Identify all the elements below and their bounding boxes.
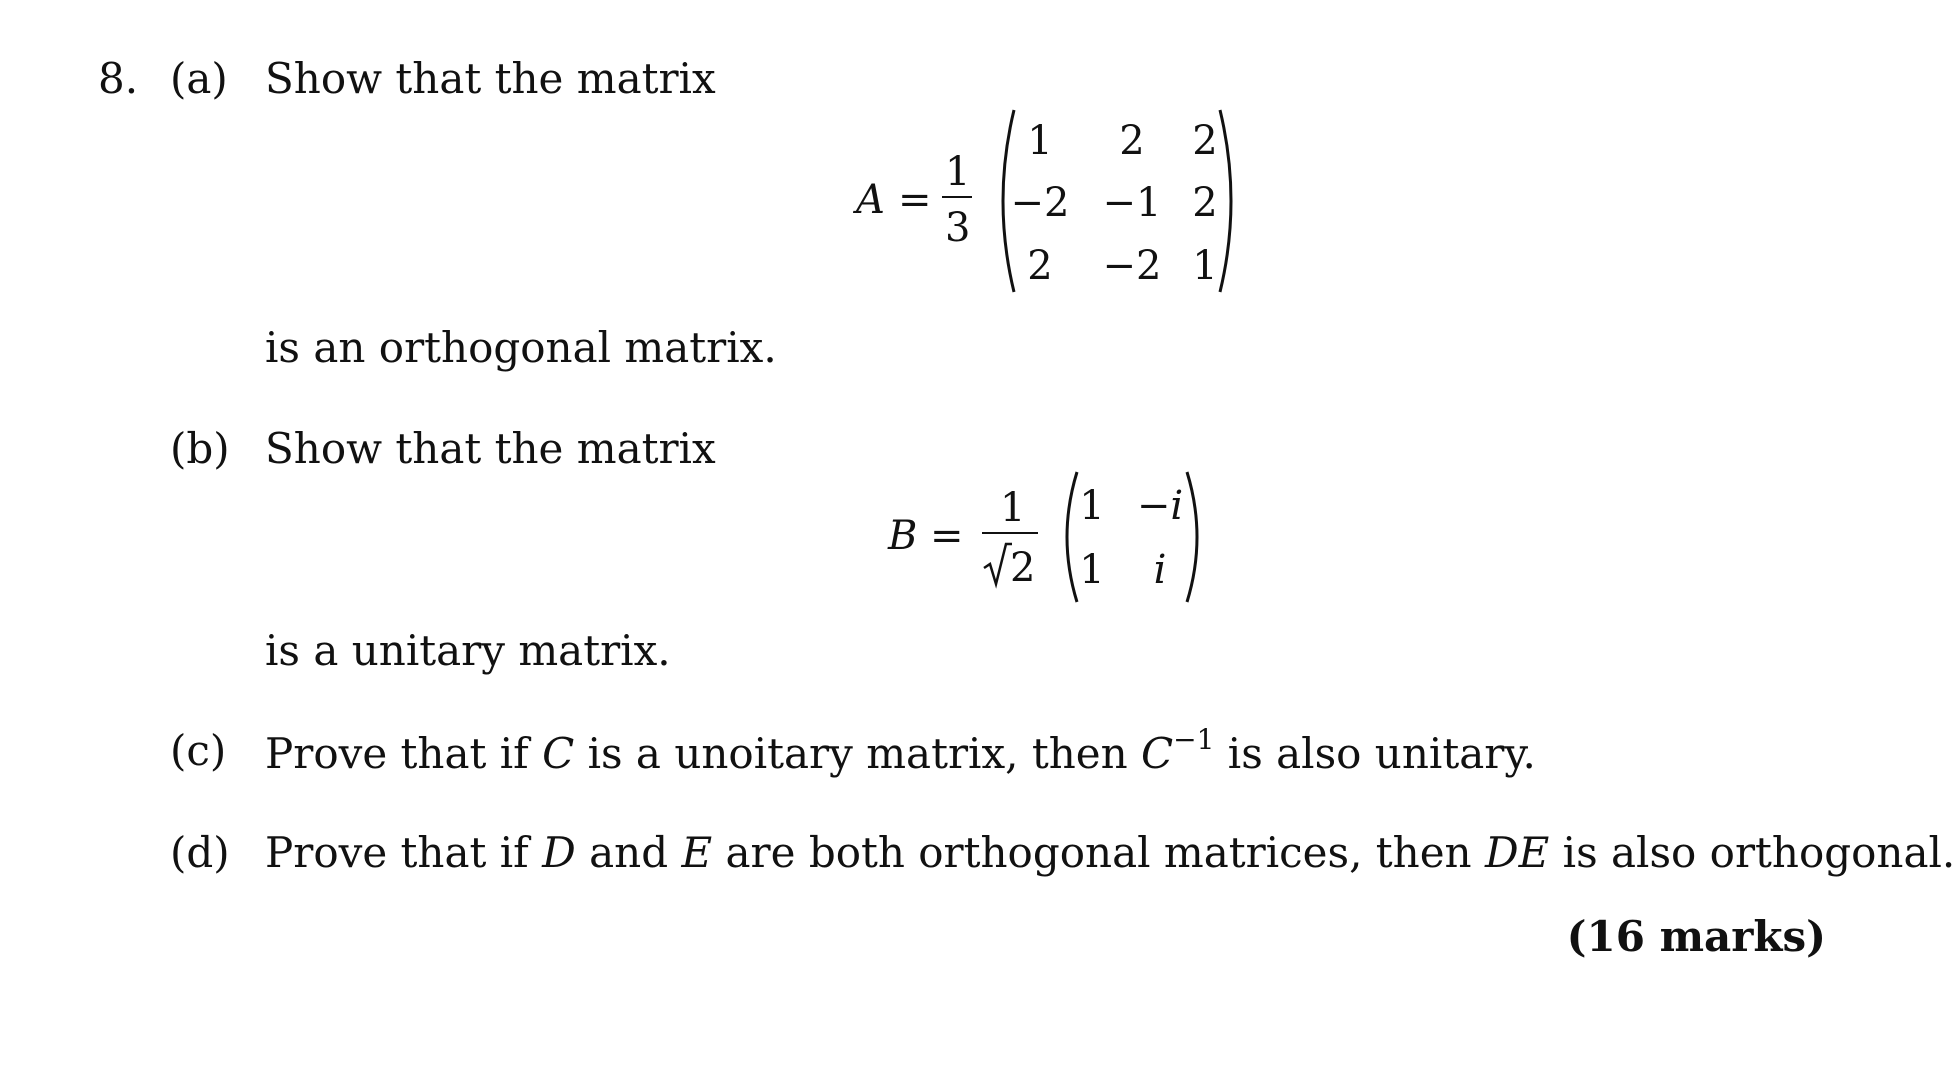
matrix-a-cell-0-1: 2 [1119, 118, 1145, 164]
matrix-a-cell-1-2: 2 [1192, 180, 1218, 226]
marks-total: (16 marks) [1566, 912, 1826, 961]
matrix-b-cell-0-1: −i [1136, 483, 1184, 529]
part-b-outro: is a unitary matrix. [265, 626, 671, 675]
part-c-t1: Prove that if [265, 729, 543, 778]
question-number: 8. [98, 54, 139, 103]
matrix-a-symbol: A [856, 177, 885, 223]
matrix-a-frac-bar [942, 196, 972, 198]
part-b-intro: Show that the matrix [265, 424, 716, 473]
part-d-label: (d) [170, 828, 230, 877]
matrix-b-cell-0-0: 1 [1079, 483, 1105, 529]
part-a-label: (a) [170, 54, 228, 103]
matrix-b-frac-num: 1 [1000, 485, 1026, 531]
part-d-t3: are both orthogonal matrices, then [712, 828, 1485, 877]
matrix-a-cell-2-1: −2 [1102, 243, 1162, 289]
matrix-a-equals: = [898, 177, 932, 223]
part-c-var-c: C [542, 729, 575, 778]
matrix-a-cell-0-0: 1 [1027, 118, 1053, 164]
matrix-a-frac-num: 1 [945, 149, 971, 195]
part-d-t4: is also orthogonal. [1549, 828, 1955, 877]
part-d-var-d: D [542, 828, 576, 877]
part-d-var-de: DE [1484, 828, 1550, 877]
matrix-b-cell-1-1: i [1153, 547, 1167, 593]
part-c-t3: is also unitary. [1214, 729, 1536, 778]
matrix-a-cell-1-0: −2 [1010, 180, 1070, 226]
part-c-superscript: −1 [1173, 723, 1215, 756]
matrix-b-symbol: B [888, 513, 918, 559]
matrix-b-frac-den: 2 [1010, 545, 1036, 591]
matrix-a-cell-2-2: 1 [1192, 243, 1218, 289]
part-c-label: (c) [170, 726, 227, 775]
part-d-text [265, 828, 1955, 877]
part-c-text [265, 723, 1536, 778]
part-d-t2: and [575, 828, 682, 877]
matrix-a-cell-2-0: 2 [1027, 243, 1053, 289]
matrix-b-frac-bar [982, 532, 1038, 534]
matrix-a-frac-den: 3 [945, 205, 971, 251]
matrix-b-equals: = [930, 513, 964, 559]
matrix-b-cell-1-0: 1 [1079, 547, 1105, 593]
sqrt-icon [982, 540, 1008, 588]
matrix-a-cell-0-2: 2 [1192, 118, 1218, 164]
part-d-t1: Prove that if [265, 828, 543, 877]
part-a-intro: Show that the matrix [265, 54, 716, 103]
part-a-outro: is an orthogonal matrix. [265, 323, 777, 372]
part-b-label: (b) [170, 424, 230, 473]
matrix-a-cell-1-1: −1 [1102, 180, 1162, 226]
part-d-var-e: E [681, 828, 713, 877]
part-c-t2: is a unoitary matrix, then [574, 729, 1142, 778]
part-c-var-c-inv: C [1141, 729, 1174, 778]
